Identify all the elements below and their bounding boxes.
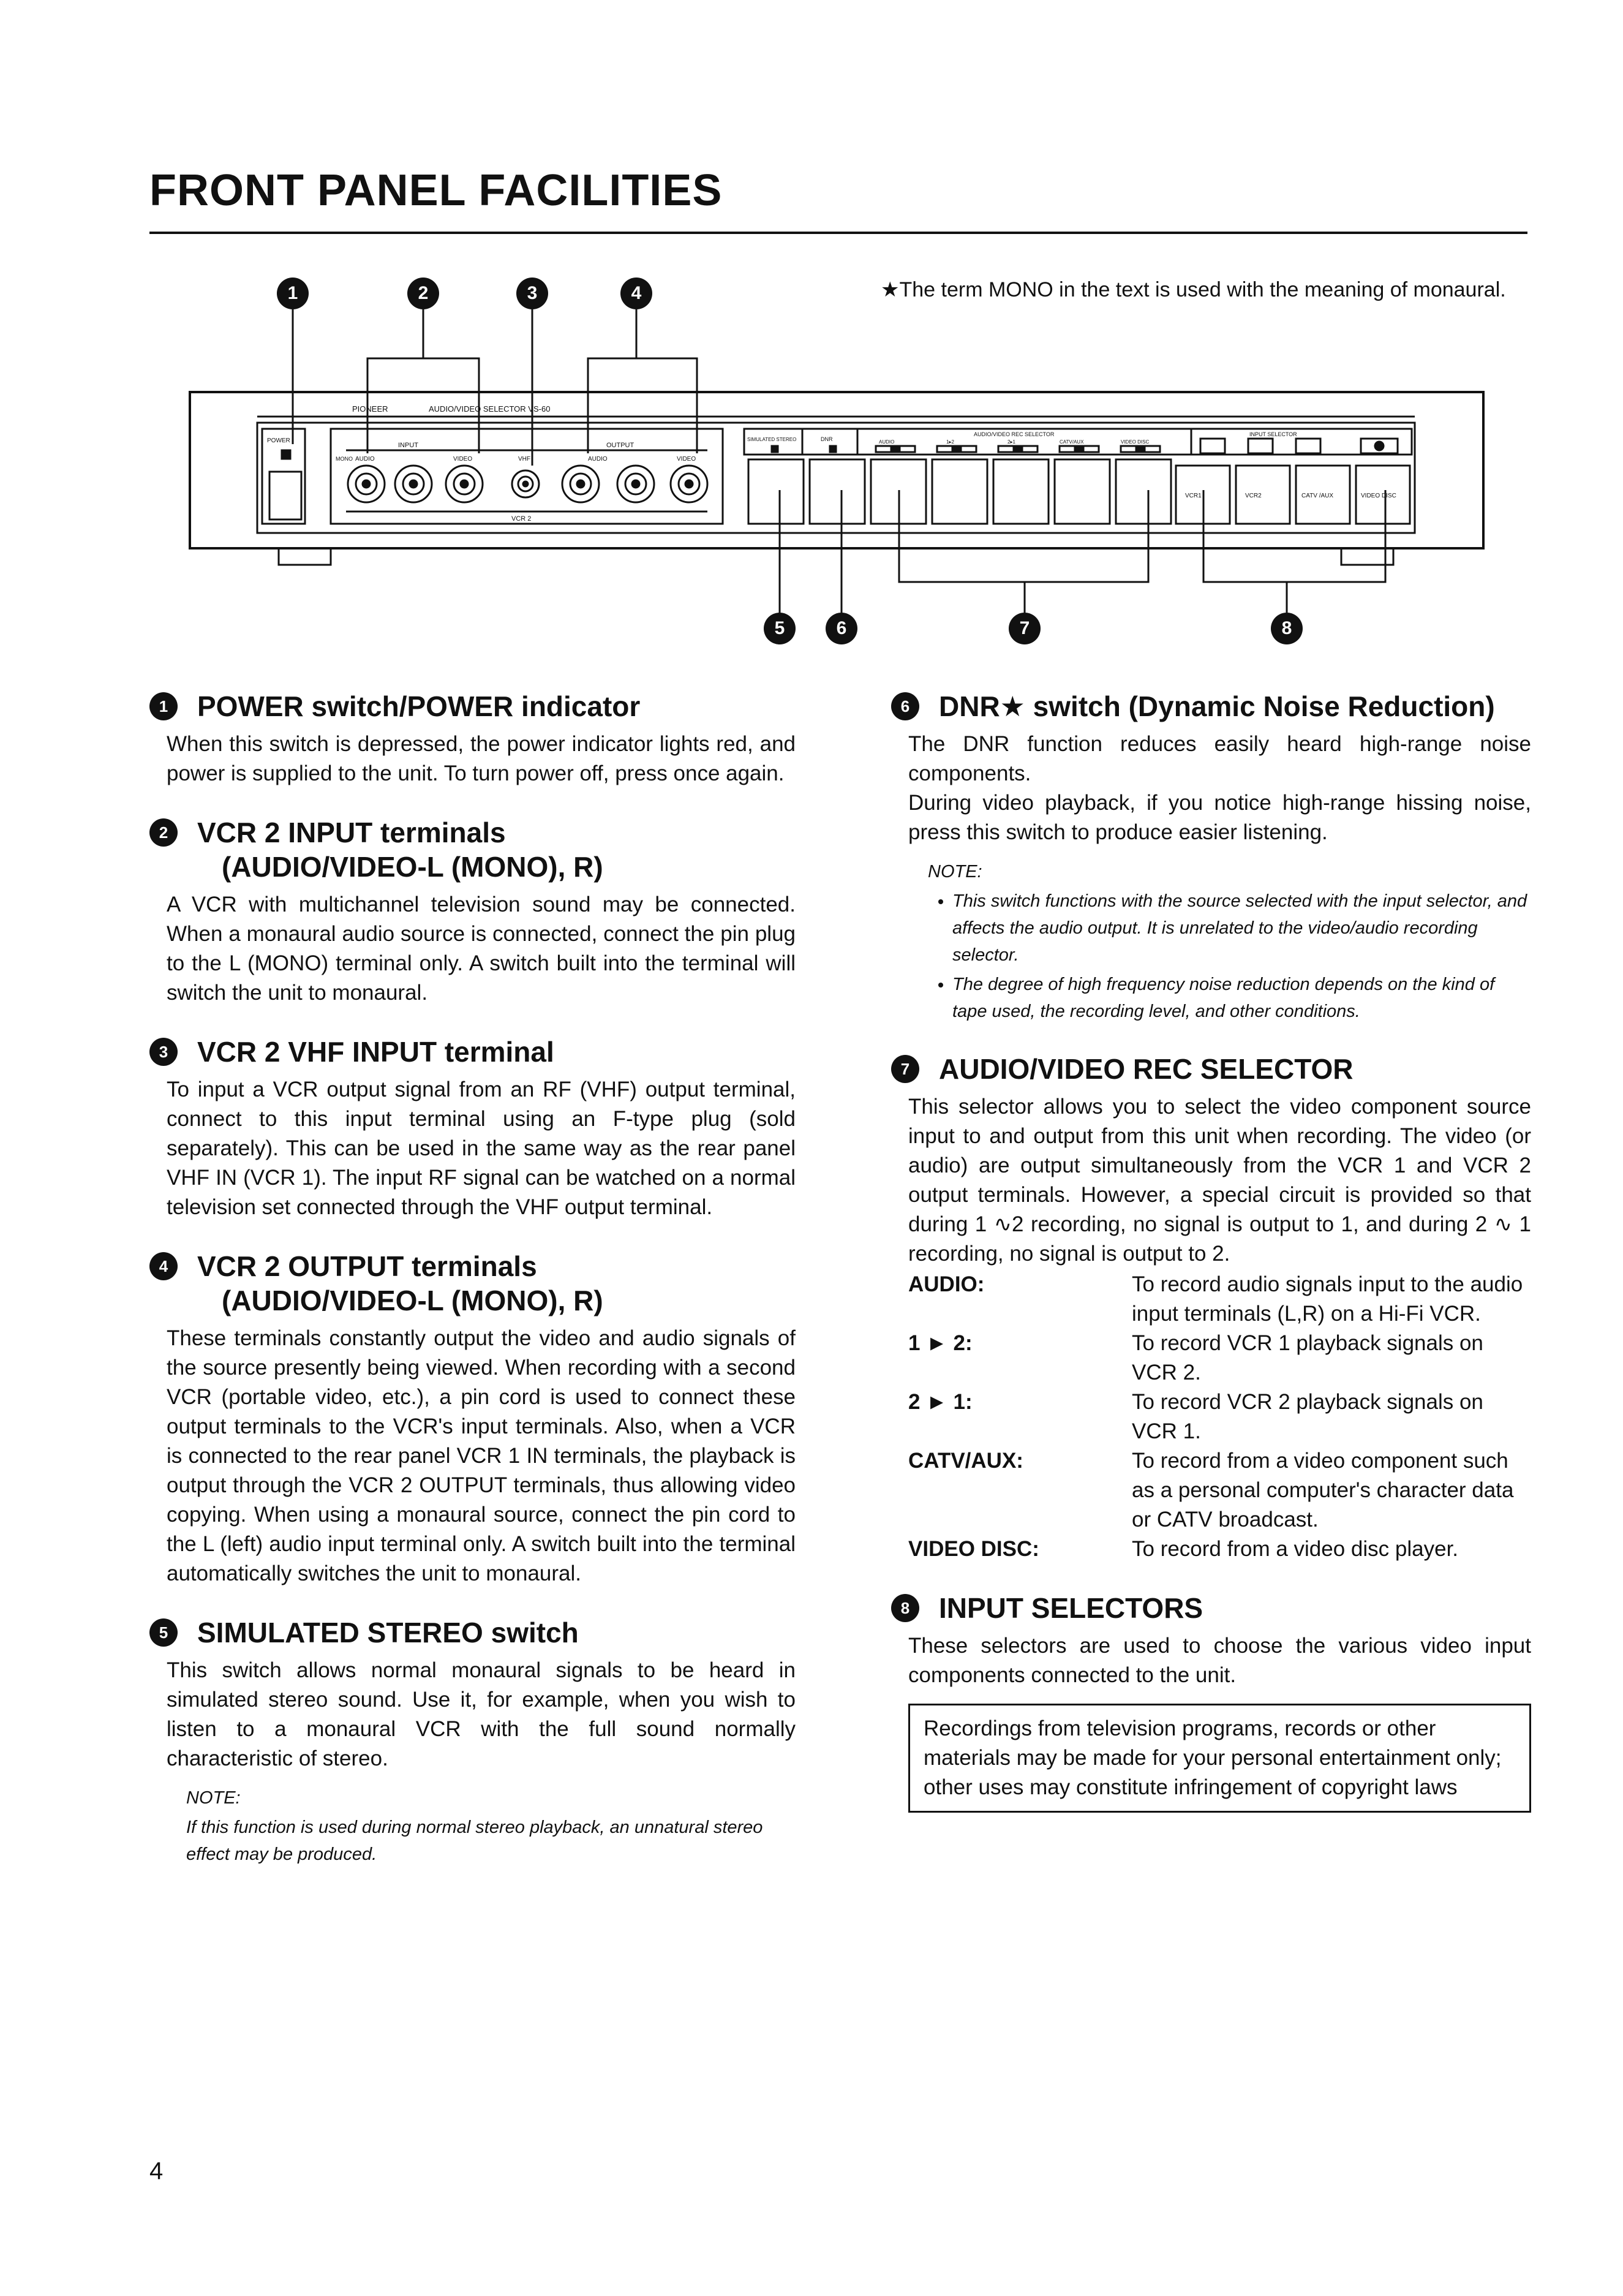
note-text: If this function is used during normal stereo playback, an unnatural stereo effect may be produced. (186, 1818, 763, 1864)
section-body: These terminals constantly output the video and audio signals of the source presently being viewed. When recording with a second VCR (portable video, etc.), a pin cord is used to connect these output terminals to the VCR's input terminals. Also, when a VCR is connected to the rear panel VCR 1 IN terminals, the playback is output through the VCR 2 OUTPUT terminals, thus allowing video copying. When using a monaural source, connect the pin cord to the L (left) audio input terminal only. A switch built into the terminal automatically switches the unit to monaural. (167, 1326, 796, 1585)
definition-text: To record VCR 2 playback signals on VCR 1. (1132, 1390, 1483, 1443)
panel-jack-label-vhf: VHF (518, 456, 530, 463)
section-number: 6 (891, 692, 919, 720)
section-subtitle: (AUDIO/VIDEO-L (MONO), R) (222, 851, 603, 883)
callout-7: 7 (1009, 613, 1041, 644)
definition-term: 2 ► 1: (908, 1390, 973, 1414)
section-vcr2-vhf (149, 1035, 796, 1222)
panel-input-selector-label: INPUT SELECTOR (1249, 431, 1297, 437)
panel-brand: PIONEER (352, 404, 388, 414)
definition-row (908, 1329, 1531, 1388)
panel-rec-label-catv: CATV/AUX (1060, 439, 1084, 445)
callout-4: 4 (620, 278, 652, 309)
panel-output-label: OUTPUT (606, 442, 635, 449)
definition-term: CATV/AUX: (908, 1449, 1023, 1473)
section-number: 3 (149, 1038, 178, 1066)
definition-row (908, 1446, 1531, 1535)
section-body: During video playback, if you notice high-range hissing noise, press this switch to produce easier listening. (908, 791, 1531, 844)
section-number: 7 (891, 1055, 919, 1083)
panel-btn-videodisc: VIDEO DISC (1361, 493, 1396, 499)
section-body: When this switch is depressed, the power indicator lights red, and power is supplied to the unit. To turn power off, press once again. (167, 732, 796, 785)
callout-5: 5 (764, 613, 796, 644)
section-title: POWER switch/POWER indicator (197, 690, 641, 722)
section-title: VCR 2 VHF INPUT terminal (197, 1036, 554, 1068)
panel-input-label: INPUT (398, 442, 418, 449)
section-number: 8 (891, 1594, 919, 1622)
section-dnr (891, 689, 1531, 1025)
section-subtitle: (AUDIO/VIDEO-L (MONO), R) (222, 1285, 603, 1316)
section-number: 4 (149, 1252, 178, 1280)
panel-dnr-label: DNR (821, 436, 833, 442)
callout-8: 8 (1271, 613, 1303, 644)
section-title: VCR 2 INPUT terminals (197, 817, 506, 848)
callout-2: 2 (407, 278, 439, 309)
callout-3: 3 (516, 278, 548, 309)
panel-jack-label-video-in: VIDEO (453, 456, 473, 463)
section-title: SIMULATED STEREO switch (197, 1617, 579, 1648)
section-title: VCR 2 OUTPUT terminals (197, 1250, 537, 1282)
section-title: INPUT SELECTORS (939, 1592, 1203, 1624)
section-vcr2-output (149, 1249, 796, 1588)
section-body: This switch allows normal monaural signals to be heard in simulated stereo sound. Use it, for example, when you wish to listen to a monaural VCR with the full sound normally characteristic of stereo. (167, 1658, 796, 1770)
section-body: These selectors are used to choose the various video input components connected to the unit. (908, 1634, 1531, 1687)
panel-btn-vcr2: VCR2 (1245, 493, 1262, 499)
rec-selector-definitions (891, 1270, 1531, 1564)
definition-row (908, 1388, 1531, 1446)
panel-mono-label: MONO (336, 456, 353, 462)
panel-rec-label-videodisc: VIDEO DISC (1121, 439, 1150, 445)
panel-rec-label-1to2: 1▸2 (946, 439, 954, 445)
front-panel-diagram (0, 0, 1623, 674)
panel-power-label: POWER (267, 437, 290, 444)
page-title: FRONT PANEL FACILITIES (149, 166, 723, 215)
definition-text: To record audio signals input to the audio input terminals (L,R) on a Hi-Fi VCR. (1132, 1272, 1523, 1326)
section-title: AUDIO/VIDEO REC SELECTOR (939, 1053, 1354, 1085)
panel-model: AUDIO/VIDEO SELECTOR VS-60 (429, 404, 551, 414)
panel-jack-label-video-out: VIDEO (677, 456, 696, 463)
panel-rec-label-2to1: 2▸1 (1007, 439, 1015, 445)
section-rec-selector (891, 1052, 1531, 1564)
right-column (891, 689, 1531, 1840)
panel-btn-vcr1: VCR1 (1185, 493, 1202, 499)
section-title: DNR★ switch (Dynamic Noise Reduction) (939, 690, 1495, 722)
note-block (891, 858, 1531, 1025)
section-number: 5 (149, 1618, 178, 1647)
panel-sim-stereo-label: SIMULATED STEREO (747, 437, 797, 442)
section-body: To input a VCR output signal from an RF (VHF) output terminal, connect to this input terminal using an F-type plug (sold separately). This can be used in the same way as the rear panel VHF IN (VCR 1). The input RF signal can be watched on a normal television set connected through the VHF output terminal. (167, 1078, 796, 1219)
definition-term: VIDEO DISC: (908, 1537, 1039, 1561)
note-block (149, 1784, 796, 1868)
definition-text: To record VCR 1 playback signals on VCR 2. (1132, 1331, 1483, 1384)
section-power (149, 689, 796, 788)
definition-term: AUDIO: (908, 1272, 985, 1296)
section-body: This selector allows you to select the video component source input to and output from this unit when recording. The video (or audio) are output simultaneously from the VCR 1 and VCR 2 output terminals. However, a special circuit is provided so that during 1 ∿2 recording, no signal is output to 1, and during 2 ∿ 1 recording, no signal is output to 2. (908, 1095, 1531, 1266)
note-item: • The degree of high frequency noise reduction depends on the kind of tape used, the recording level, and other conditions. (952, 971, 1531, 1025)
section-input-selectors (891, 1591, 1531, 1813)
definition-row (908, 1535, 1531, 1564)
section-number: 2 (149, 818, 178, 847)
panel-jack-label-audio-out: AUDIO (588, 456, 608, 463)
definition-text: To record from a video disc player. (1132, 1537, 1459, 1561)
copyright-notice: Recordings from television programs, records or other materials may be made for your personal entertainment only; other uses may constitute infringement of copyright laws (908, 1704, 1531, 1813)
section-number: 1 (149, 692, 178, 720)
callout-6: 6 (826, 613, 857, 644)
section-body: The DNR function reduces easily heard high-range noise components. (908, 732, 1531, 785)
note-label: NOTE: (928, 862, 982, 882)
section-vcr2-input (149, 815, 796, 1008)
definition-row (908, 1270, 1531, 1329)
mono-note: ★The term MONO in the text is used with the meaning of monaural. (881, 278, 1506, 301)
note-item: • This switch functions with the source selected with the input selector, and affects the audio output. It is unrelated to the video/audio recording selector. (952, 888, 1531, 969)
panel-rec-selector-label: AUDIO/VIDEO REC SELECTOR (974, 431, 1055, 437)
panel-rec-label-audio: AUDIO (879, 439, 895, 445)
callout-1: 1 (277, 278, 309, 309)
note-label: NOTE: (186, 1788, 241, 1808)
definition-text: To record from a video component such as a personal computer's character data or CATV broadcast. (1132, 1449, 1514, 1531)
section-simulated-stereo (149, 1615, 796, 1868)
section-body: A VCR with multichannel television sound may be connected. When a monaural audio source is connected, connect the pin plug to the L (MONO) terminal only. A switch built into the terminal will switch the unit to monaural. (167, 893, 796, 1005)
panel-vcr2-label: VCR 2 (511, 515, 532, 523)
definition-term: 1 ► 2: (908, 1331, 973, 1355)
panel-btn-catv: CATV /AUX (1301, 493, 1334, 499)
panel-jack-label-audio-in: AUDIO (355, 456, 375, 463)
page-number: 4 (149, 2158, 164, 2185)
left-column (149, 689, 796, 1895)
